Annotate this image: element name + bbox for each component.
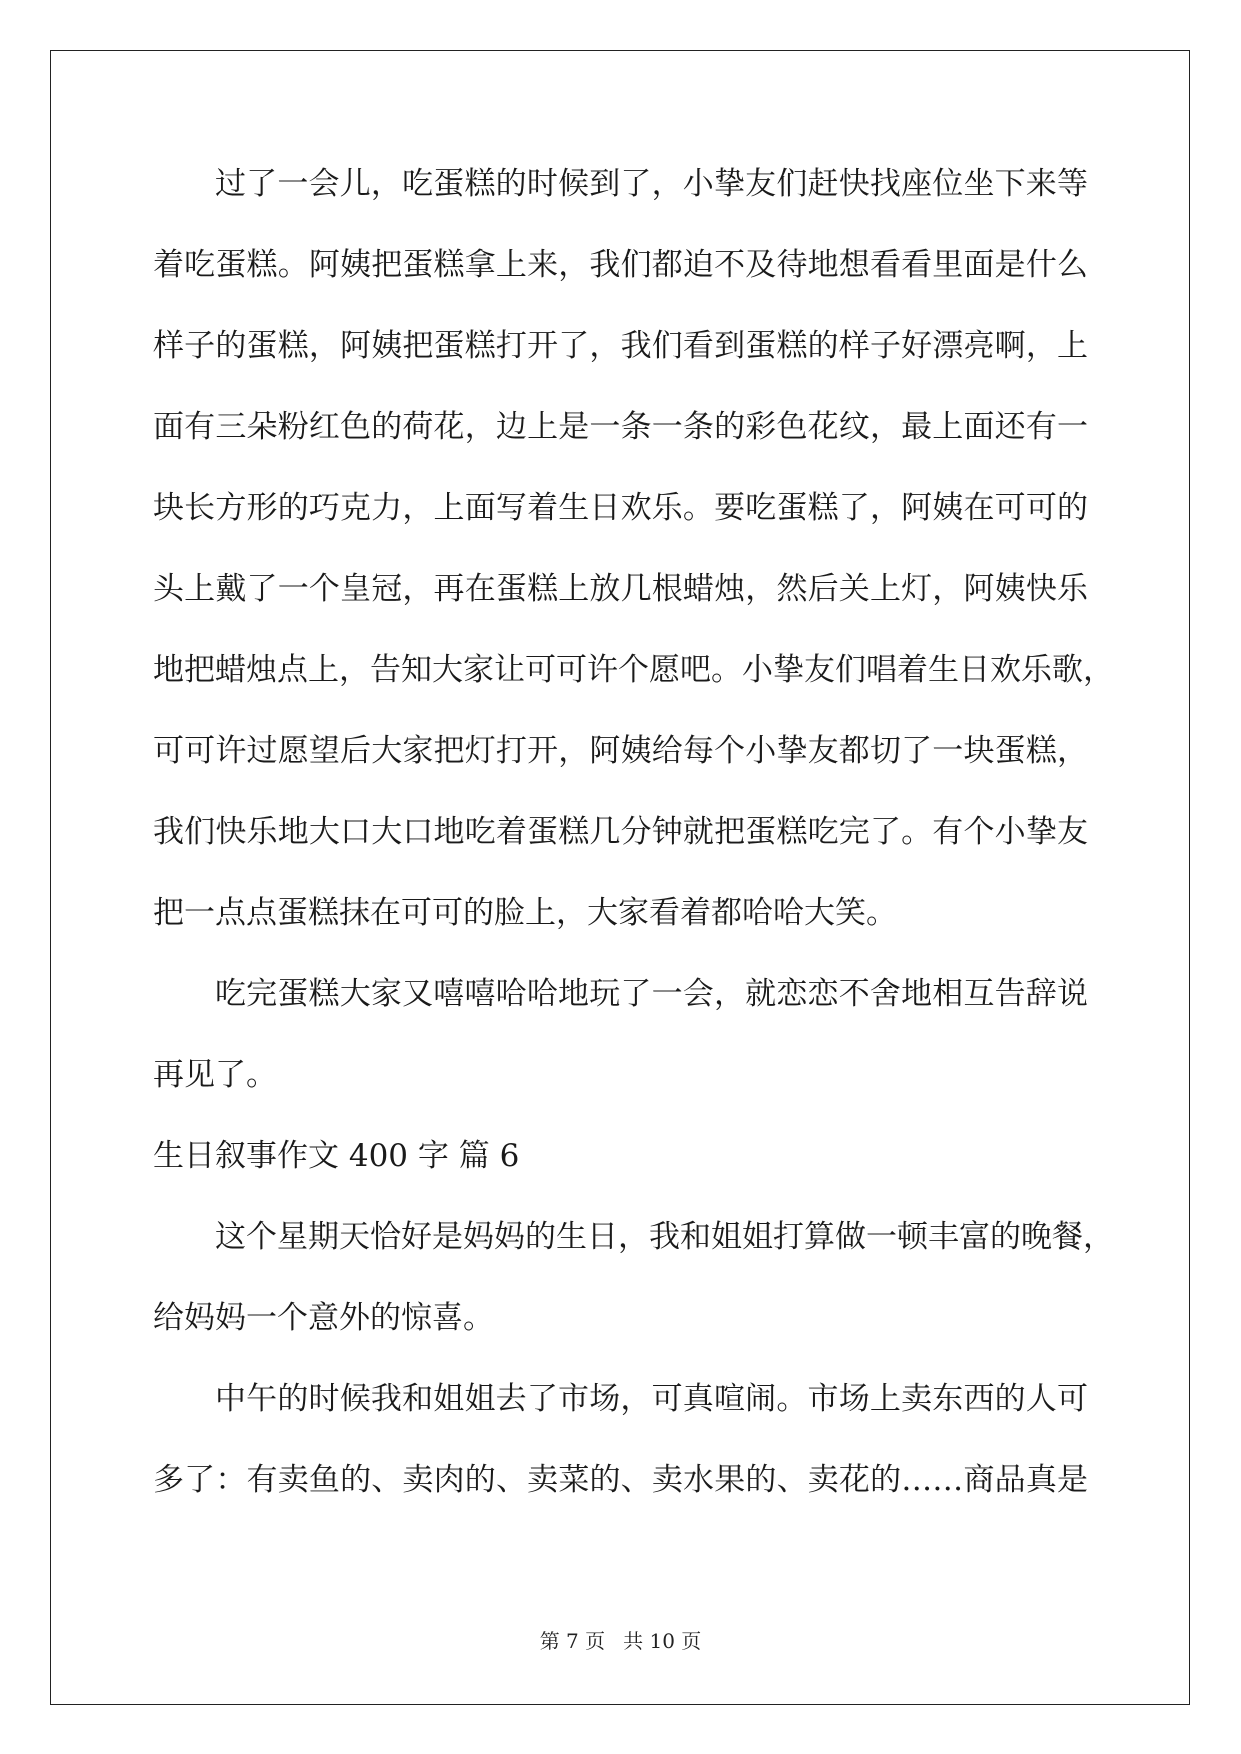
page-footer [0,1627,1241,1655]
paragraph-line: 再见了。 [153,1057,277,1093]
paragraph-line: 着吃蛋糕。阿姨把蛋糕拿上来，我们都迫不及待地想看看里面是什么 [153,247,1088,283]
paragraph-line: 我们快乐地大口大口地吃着蛋糕几分钟就把蛋糕吃完了。有个小挚友 [153,814,1088,850]
paragraph-line: 这个星期天恰好是妈妈的生日，我和姐姐打算做一顿丰富的晚餐， [215,1219,1114,1255]
paragraph-line: 多了：有卖鱼的、卖肉的、卖菜的、卖水果的、卖花的……商品真是 [153,1462,1088,1498]
paragraph-line: 地把蜡烛点上，告知大家让可可许个愿吧。小挚友们唱着生日欢乐歌， [153,652,1114,688]
paragraph-line: 把一点点蛋糕抹在可可的脸上，大家看着都哈哈大笑。 [153,895,897,931]
paragraph-line: 块长方形的巧克力，上面写着生日欢乐。要吃蛋糕了，阿姨在可可的 [153,490,1088,526]
paragraph-line: 头上戴了一个皇冠，再在蛋糕上放几根蜡烛，然后关上灯，阿姨快乐 [153,571,1088,607]
page-total: 共 10 页 [623,1629,702,1653]
page-number: 第 7 页 [539,1629,606,1653]
paragraph-line: 可可许过愿望后大家把灯打开，阿姨给每个小挚友都切了一块蛋糕， [153,733,1088,769]
paragraph-line: 给妈妈一个意外的惊喜。 [153,1300,494,1336]
paragraph-line: 样子的蛋糕，阿姨把蛋糕打开了，我们看到蛋糕的样子好漂亮啊，上 [153,328,1088,364]
paragraph-line: 过了一会儿，吃蛋糕的时候到了，小挚友们赶快找座位坐下来等 [215,166,1088,202]
document-body [153,160,1114,1537]
paragraph-line: 吃完蛋糕大家又嘻嘻哈哈地玩了一会，就恋恋不舍地相互告辞说 [215,976,1088,1012]
paragraph-line: 中午的时候我和姐姐去了市场，可真喧闹。市场上卖东西的人可 [215,1381,1088,1417]
section-heading: 生日叙事作文 400 字 篇 6 [153,1138,520,1174]
paragraph-line: 面有三朵粉红色的荷花，边上是一条一条的彩色花纹，最上面还有一 [153,409,1088,445]
